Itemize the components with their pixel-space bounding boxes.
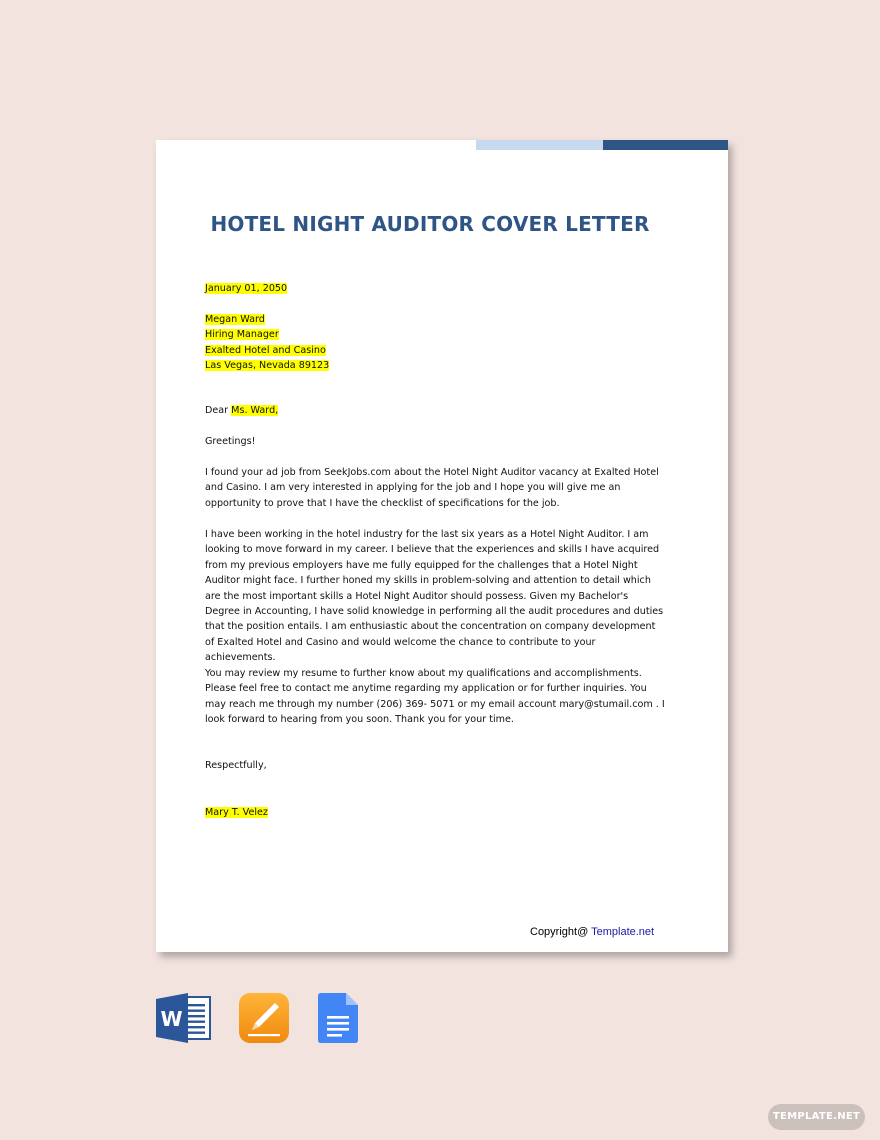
salutation xyxy=(205,403,665,418)
pages-icon[interactable] xyxy=(239,993,289,1043)
letter-date-text: January 01, 2050 xyxy=(205,283,288,294)
closing: Respectfully, xyxy=(205,760,267,771)
recipient-block xyxy=(205,312,665,374)
paragraph-experience: I have been working in the hotel industry for the last six years as a Hotel Night Auditor. I am looking to move forward in my career. I believe that the experiences and skills I have acquired from my previous employers have me fully equipped for the challenges that a Hotel Night Auditor might face. I further honed my skills in problem-solving and attention to detail which are the most important skills a Hotel Night Auditor should possess. Given my Bachelor's Degree in Accounting, I have solid knowledge in performing all the audit procedures and duties that the position entails. I am enthusiastic about the concentration on company development of Exalted Hotel and Casino and would welcome the chance to contribute to your achievements. xyxy=(205,529,664,664)
paragraph-intro: I found your ad job from SeekJobs.com about the Hotel Night Auditor vacancy at Exalted Hotel and Casino. I am very interested in applying for the job and I hope you will give me an opportunity to prove that I have the checklist of specifications for the job. xyxy=(205,467,659,509)
docs-icon[interactable] xyxy=(318,993,358,1043)
recipient-company: Exalted Hotel and Casino xyxy=(205,344,326,356)
recipient-position: Hiring Manager xyxy=(205,329,279,341)
recipient-name: Megan Ward xyxy=(205,314,265,325)
header-bar-light xyxy=(476,140,603,150)
document-title: HOTEL NIGHT AUDITOR COVER LETTER xyxy=(210,212,650,236)
signature xyxy=(205,805,665,820)
salutation-name: Ms. Ward, xyxy=(231,405,279,416)
signature-name: Mary T. Velez xyxy=(205,807,268,818)
header-bar-dark xyxy=(603,140,728,150)
paragraph-contact: You may review my resume to further know about my qualifications and accomplishments. Please feel free to contact me anytime regarding my application or for further inquiries. You may reach me through my number (206) 369- 5071 or my email account mary@stumail.com . I look forward to hearing from you soon. Thank you for your time. xyxy=(205,668,665,726)
recipient-address: Las Vegas, Nevada 89123 xyxy=(205,360,330,372)
copyright-notice xyxy=(530,926,654,938)
svg-text:W: W xyxy=(160,1007,183,1031)
greeting: Greetings! xyxy=(205,436,256,447)
word-icon[interactable] xyxy=(156,993,211,1043)
salutation-prefix: Dear xyxy=(205,405,232,416)
letter-date xyxy=(205,281,665,296)
template-net-watermark: TEMPLATE.NET xyxy=(768,1104,865,1130)
copyright-prefix: Copyright@ xyxy=(530,926,592,938)
copyright-link[interactable]: Template.net xyxy=(591,926,655,938)
document-page xyxy=(156,140,728,952)
